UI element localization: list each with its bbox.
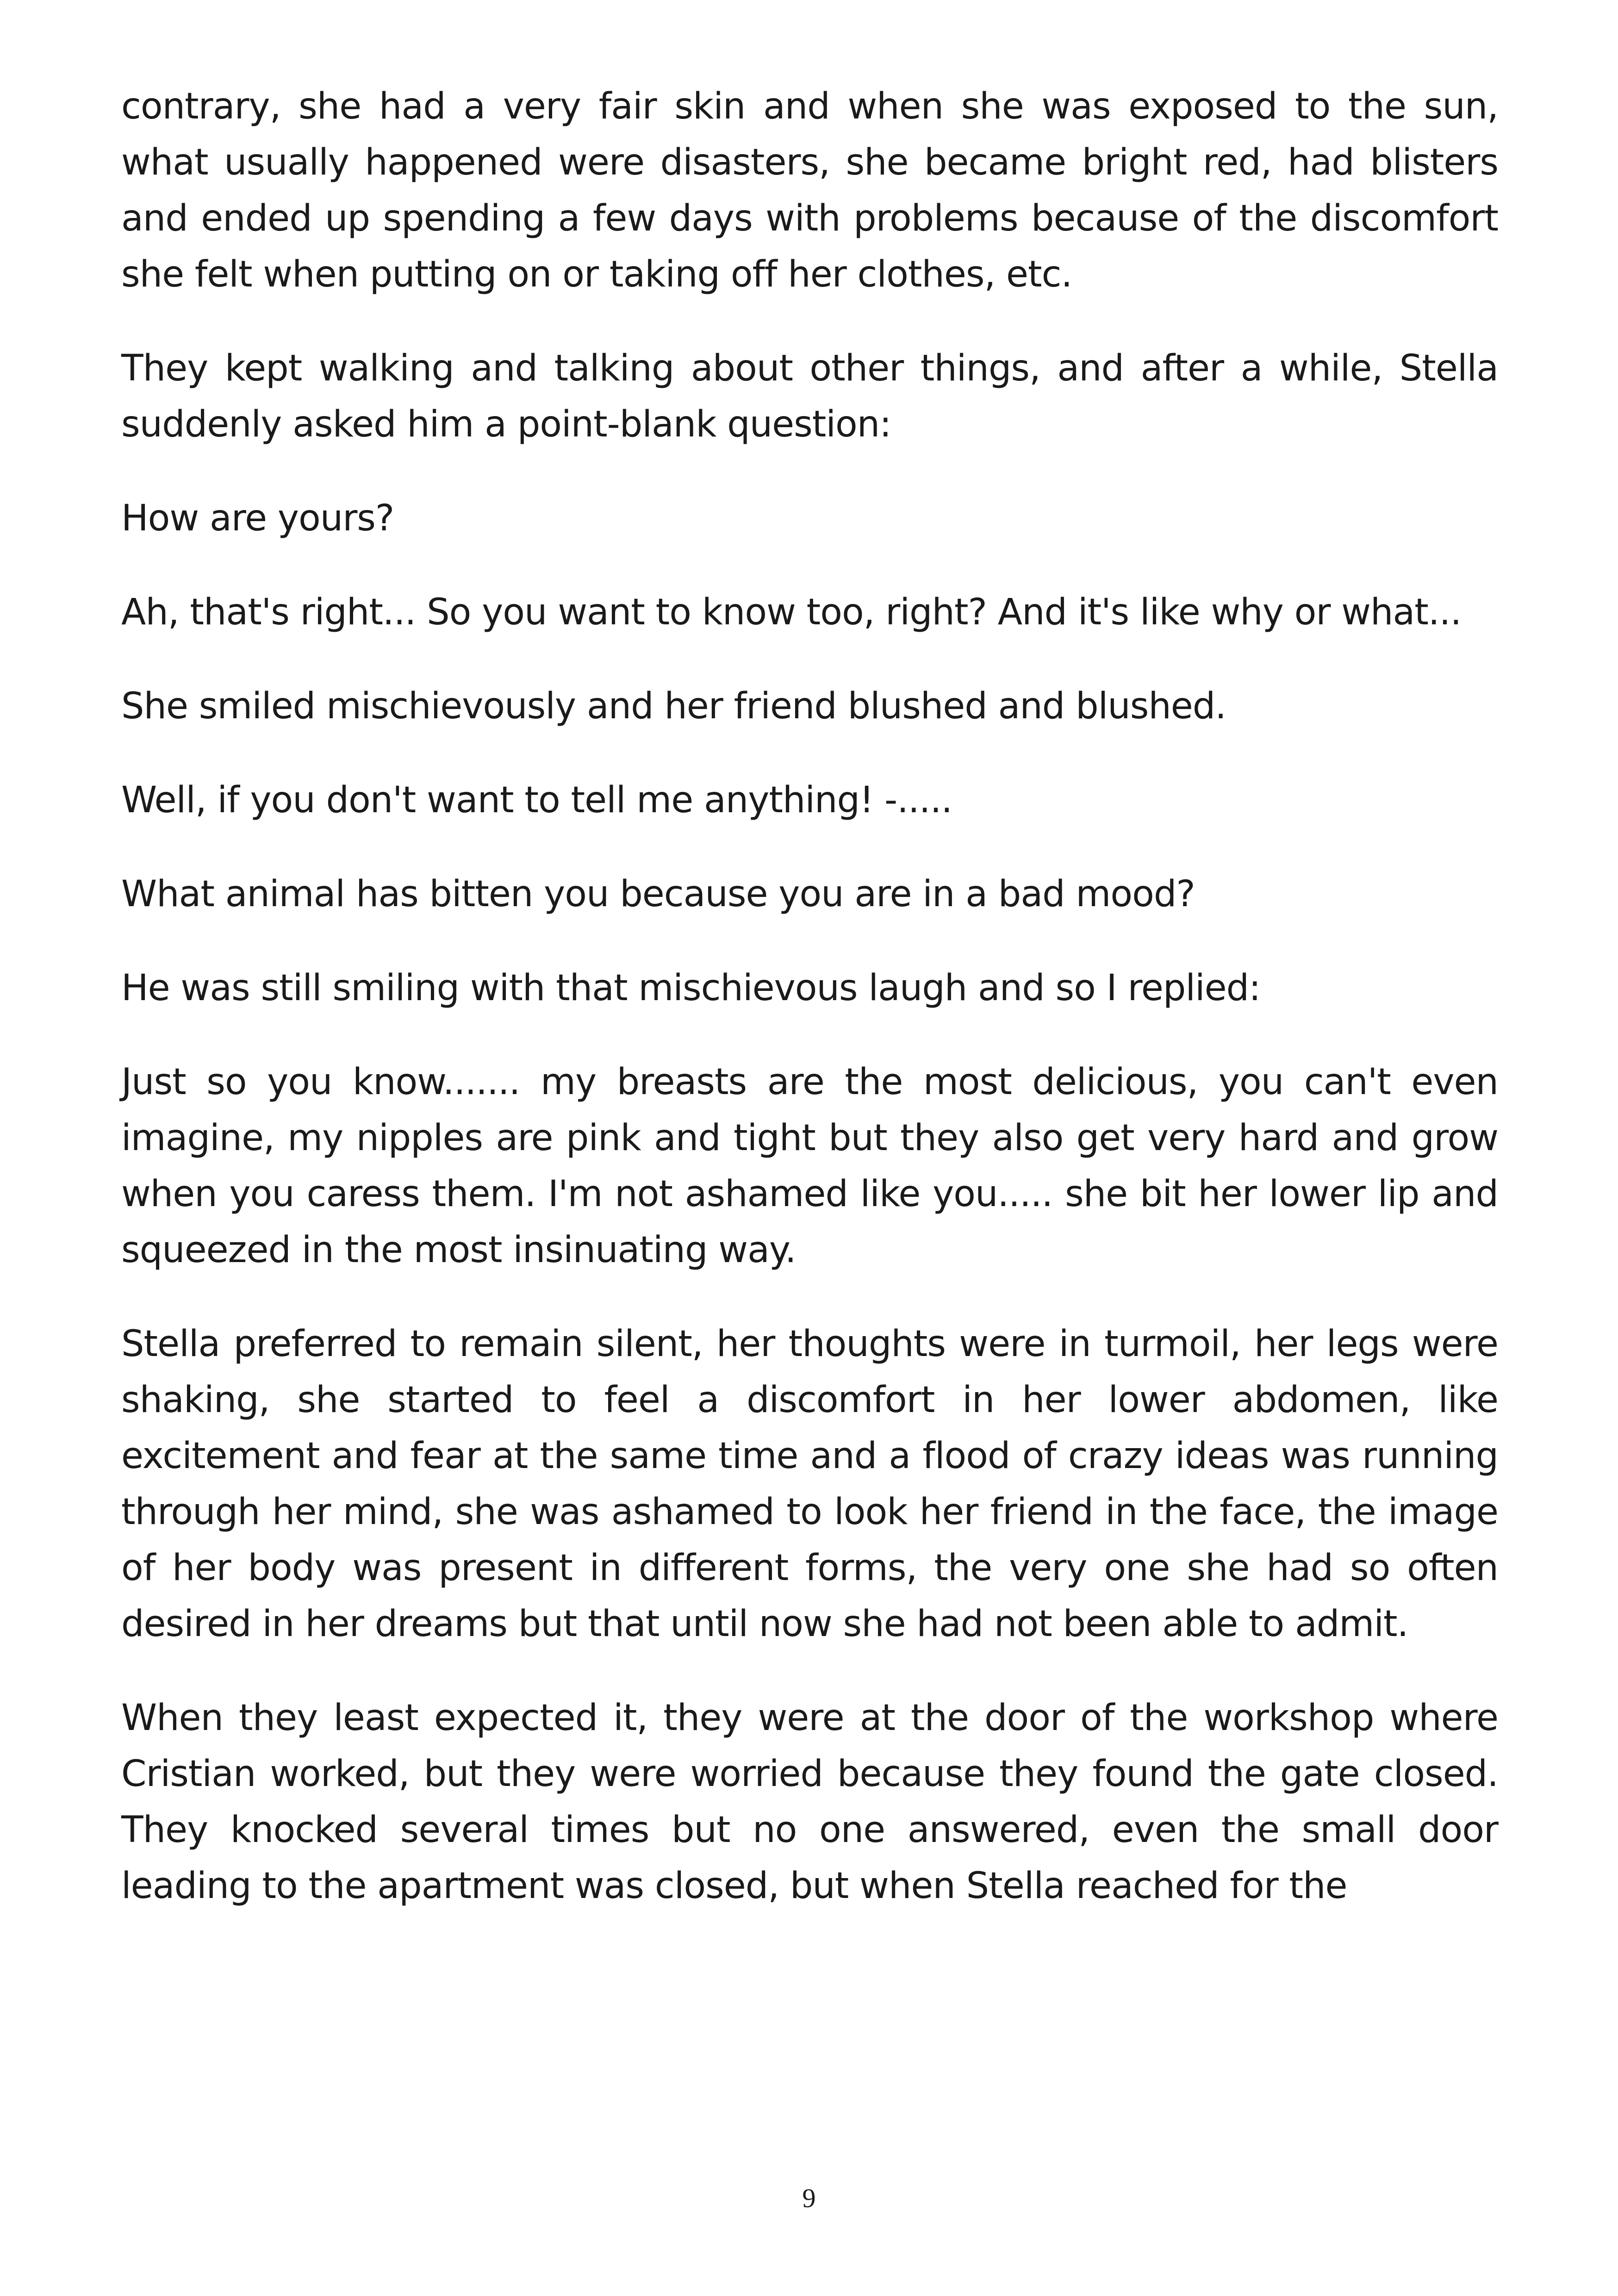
- paragraph: She smiled mischievously and her friend blushed and blushed.: [121, 685, 1226, 727]
- paragraph: Ah, that's right... So you want to know too, right? And it's like why or what...: [121, 591, 1462, 633]
- paragraph: Well, if you don't want to tell me anything! -.....: [121, 779, 952, 821]
- page-number: 9: [802, 2183, 816, 2213]
- paragraph: When they least expected it, they were at the door of the workshop where Cristian worked, but they were worried because they found the gate closed. They knocked several times but no one answered, even the small door leading to the apartment was closed, but when Stella reached for the: [121, 1697, 1498, 1907]
- paragraph: He was still smiling with that mischievous laugh and so I replied:: [121, 967, 1261, 1009]
- paragraph: How are yours?: [121, 498, 394, 539]
- body-text: [121, 79, 1498, 1952]
- paragraph: Just so you know....... my breasts are the most delicious, you can't even imagine, my nipples are pink and tight but they also get very hard and grow when you caress them. I'm not ashamed like you..... she bit her lower lip and squeezed in the most insinuating way.: [121, 1061, 1498, 1271]
- paragraph: Stella preferred to remain silent, her thoughts were in turmoil, her legs were shaking, she started to feel a discomfort in her lower abdomen, like excitement and fear at the same time and a flood of crazy ideas was running through her mind, she was ashamed to look her friend in the face, the image of her body was present in different forms, the very one she had so often desired in her dreams but that until now she had not been able to admit.: [121, 1323, 1498, 1645]
- paragraph: contrary, she had a very fair skin and when she was exposed to the sun, what usually happened were disasters, she became bright red, had blisters and ended up spending a few days with problems because of the discomfort she felt when putting on or taking off her clothes, etc.: [121, 86, 1498, 295]
- paragraph: They kept walking and talking about other things, and after a while, Stella suddenly asked him a point-blank question:: [121, 348, 1498, 445]
- paragraph: What animal has bitten you because you are in a bad mood?: [121, 873, 1195, 915]
